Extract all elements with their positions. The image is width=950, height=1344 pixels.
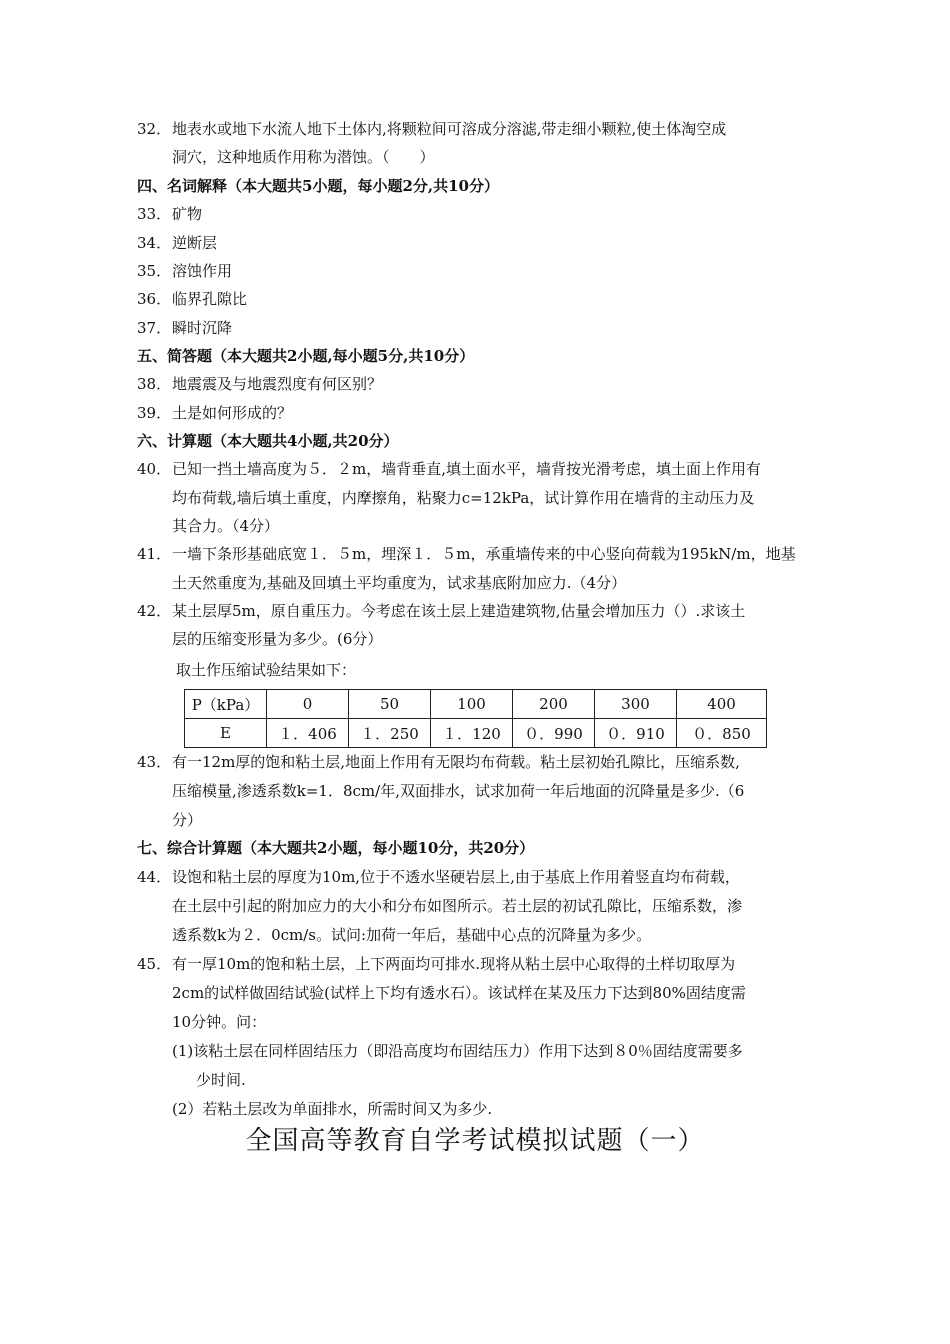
question-text: 2cm的试样做固结试验(试样上下均有透水石）。该试样在某及压力下达到80%固结度需 <box>172 984 746 1002</box>
table-cell: ０．850 <box>677 719 767 748</box>
sub-question-2: (2）若粘土层改为单面排水，所需时间又为多少. <box>172 1100 493 1118</box>
section-heading: 五、简答题（本大题共2小题,每小题5分,共10分） <box>137 347 475 365</box>
question-text: 某土层厚5m，原自重压力。今考虑在该土层上建造建筑物,估量会增加压力（）.求该土 <box>172 602 746 620</box>
table-cell: ０．990 <box>513 719 595 748</box>
question-text: 透系数k为２．0cm/s。试问:加荷一年后，基础中心点的沉降量为多少。 <box>172 926 652 944</box>
table-header-cell: 200 <box>513 690 595 719</box>
question-number: 45． <box>137 955 172 973</box>
question-text: 一墙下条形基础底宽１．５m，埋深１．５m，承重墙传来的中心竖向荷载为195kN/m，地基 <box>172 545 796 563</box>
question-number: 42． <box>137 602 172 620</box>
question-text: 分） <box>172 811 203 829</box>
question-text: 压缩模量,渗透系数k=1．8cm/年,双面排水，试求加荷一年后地面的沉降量是多少.（6 <box>172 782 745 800</box>
table-header-cell: 0 <box>267 690 349 719</box>
table-header-cell: P（kPa） <box>185 690 267 719</box>
sub-question-1-continued: 少时间. <box>196 1071 246 1089</box>
question-number: 41． <box>137 545 172 563</box>
question-text: 矿物 <box>172 205 203 223</box>
table-header-cell: 400 <box>677 690 767 719</box>
question-text: 其合力。（4分） <box>172 517 280 535</box>
table-cell: １．406 <box>267 719 349 748</box>
question-text: 临界孔隙比 <box>172 290 248 308</box>
table-cell: １．250 <box>349 719 431 748</box>
table-header-cell: 300 <box>595 690 677 719</box>
question-number: 40． <box>137 460 172 478</box>
table-caption: 取土作压缩试验结果如下： <box>176 661 357 679</box>
question-number: 39． <box>137 404 172 422</box>
question-text: 地震震及与地震烈度有何区别？ <box>172 375 383 393</box>
question-text: 逆断层 <box>172 234 218 252</box>
question-text: 设饱和粘土层的厚度为10m,位于不透水坚硬岩层上,由于基底上作用着竖直均布荷载， <box>172 868 740 886</box>
question-number: 37． <box>137 319 172 337</box>
question-text: 土是如何形成的？ <box>172 404 293 422</box>
question-number: 43． <box>137 753 172 771</box>
table-row <box>185 719 767 748</box>
question-number: 38． <box>137 375 172 393</box>
question-text: 有一厚10m的饱和粘土层，上下两面均可排水.现将从粘土层中心取得的土样切取厚为 <box>172 955 736 973</box>
compression-test-table <box>184 689 767 748</box>
question-text: 均布荷载,墙后填土重度，内摩擦角，粘聚力c=12kPa，试计算作用在墙背的主动压力及 <box>172 489 755 507</box>
table-header-cell: 50 <box>349 690 431 719</box>
question-number: 33． <box>137 205 172 223</box>
question-text: 已知一挡土墙高度为５．２m，墙背垂直,填土面水平，墙背按光滑考虑，填土面上作用有 <box>172 460 761 478</box>
question-number: 44． <box>137 868 172 886</box>
table-row <box>185 690 767 719</box>
question-number: 34． <box>137 234 172 252</box>
question-number: 35． <box>137 262 172 280</box>
question-number: 36． <box>137 290 172 308</box>
section-heading: 六、计算题（本大题共4小题,共20分） <box>137 432 399 450</box>
section-heading: 四、名词解释（本大题共5小题，每小题2分,共10分） <box>137 177 499 195</box>
sub-question-1: (1)该粘土层在同样固结压力（即沿高度均布固结压力）作用下达到８0％固结度需要多 <box>172 1042 743 1060</box>
question-text: 地表水或地下水流人地下土体内,将颗粒间可溶成分溶滤,带走细小颗粒,使土体淘空成 <box>172 120 727 138</box>
question-text: 溶蚀作用 <box>172 262 233 280</box>
table-cell: E <box>185 719 267 748</box>
question-text: 层的压缩变形量为多少。(6分） <box>172 630 383 648</box>
table-header-cell: 100 <box>431 690 513 719</box>
question-text: 10分钟。问： <box>172 1013 267 1031</box>
question-text: 瞬时沉降 <box>172 319 233 337</box>
question-text: 在土层中引起的附加应力的大小和分布如图所示。若土层的初试孔隙比，压缩系数，渗 <box>172 897 743 915</box>
question-text: 土天然重度为,基础及回填土平均重度为，试求基底附加应力.（4分） <box>172 574 627 592</box>
section-heading: 七、综合计算题（本大题共2小题，每小题10分，共20分） <box>137 839 535 857</box>
table-cell: ０．910 <box>595 719 677 748</box>
table-cell: １．120 <box>431 719 513 748</box>
exam-title: 全国高等教育自学考试模拟试题（一） <box>245 1126 705 1156</box>
question-text: 有一12m厚的饱和粘土层,地面上作用有无限均布荷载。粘土层初始孔隙比，压缩系数, <box>172 753 740 771</box>
question-number: 32． <box>137 120 172 138</box>
question-text: 洞穴，这种地质作用称为潜蚀。（ ） <box>172 148 435 166</box>
